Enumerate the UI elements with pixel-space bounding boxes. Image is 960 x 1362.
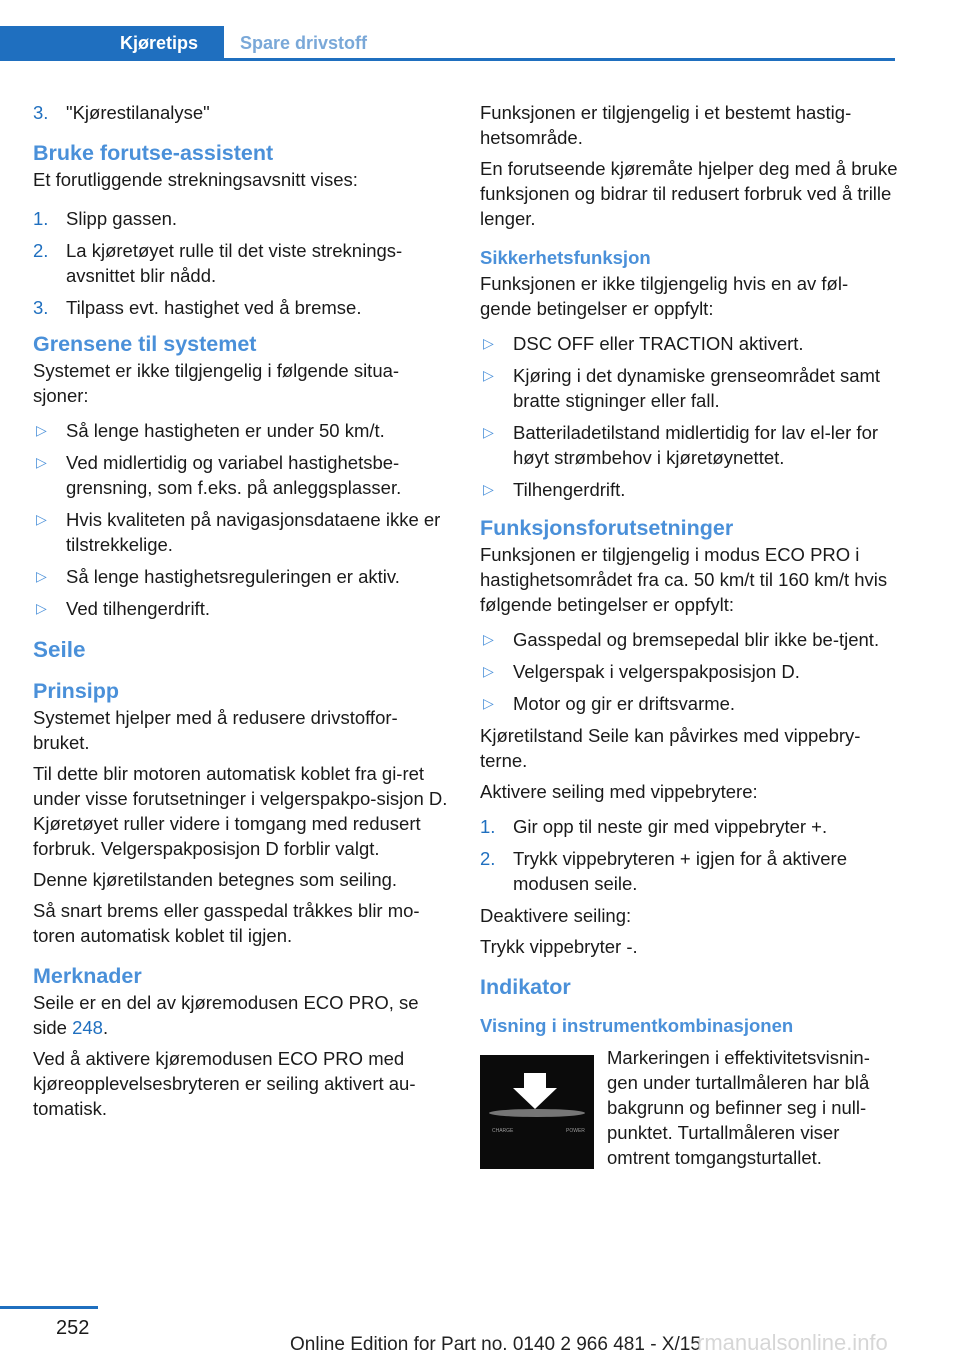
heading-merknader: Merknader: [33, 964, 142, 988]
list-text: Så lenge hastighetsreguleringen er aktiv.: [66, 566, 400, 587]
triangle-bullet-icon: ▷: [483, 424, 494, 440]
list-text: Så lenge hastigheten er under 50 km/t.: [66, 420, 385, 441]
power-label: POWER: [566, 1128, 585, 1134]
list-text: Tilpass evt. hastighet ved å bremse.: [66, 297, 362, 318]
bullet-item: [480, 477, 898, 502]
list-number: 3.: [33, 297, 49, 318]
list-text: Trykk vippebryteren + igjen for å aktivere modusen seile.: [513, 848, 848, 894]
bullet-item: [480, 363, 898, 413]
paragraph: Funksjonen er ikke tilgjengelig hvis en av føl-gende betingelser er oppfylt:: [480, 273, 849, 319]
list-number: 3.: [33, 102, 49, 123]
list-text: DSC OFF eller TRACTION aktivert.: [513, 333, 804, 354]
bullet-item: [480, 420, 898, 470]
triangle-bullet-icon: ▷: [483, 367, 494, 383]
watermark: rmanualsonline.info: [697, 1330, 888, 1355]
paragraph: [33, 990, 448, 1040]
list-number: 1.: [480, 816, 496, 837]
list-number: 2.: [33, 240, 49, 261]
list-text: Velgerspak i velgerspakposisjon D.: [513, 661, 800, 682]
bullet-item: [33, 450, 448, 500]
down-arrow-icon: [480, 1055, 594, 1169]
right-column: [480, 100, 898, 1170]
heading-seile: Seile: [33, 637, 86, 662]
header-rule: [0, 58, 895, 61]
triangle-bullet-icon: ▷: [36, 422, 47, 438]
paragraph: Et forutliggende strekningsavsnitt vises:: [33, 169, 358, 190]
list-text: Motor og gir er driftsvarme.: [513, 693, 736, 714]
bullet-item: [480, 659, 898, 684]
page-number: 252: [56, 1317, 90, 1339]
tab-spare-drivstoff: Spare drivstoff: [240, 33, 368, 53]
list-text: Hvis kvaliteten på navigasjonsdataene ikke er tilstrekkelige.: [66, 509, 441, 555]
heading-funksjonsforutsetninger: Funksjonsforutsetninger: [480, 516, 734, 540]
paragraph: Deaktivere seiling:: [480, 905, 632, 926]
heading-sikkerhetsfunksjon: Sikkerhetsfunksjon: [480, 247, 651, 268]
paragraph: Kjøretilstand Seile kan påvirkes med vippebry-terne.: [480, 725, 861, 771]
left-column: [33, 100, 448, 1127]
triangle-bullet-icon: ▷: [483, 481, 494, 497]
edition-text: Online Edition for Part no. 0140 2 966 481 - X/15: [290, 1334, 701, 1355]
list-item: [33, 100, 448, 125]
list-text: Tilhengerdrift.: [513, 479, 626, 500]
triangle-bullet-icon: ▷: [36, 511, 47, 527]
bullet-item: [33, 418, 448, 443]
bullet-item: [480, 627, 898, 652]
heading-forutse-assistent: Bruke forutse-assistent: [33, 141, 274, 165]
list-item: [33, 295, 448, 320]
paragraph: Trykk vippebryter -.: [480, 936, 638, 957]
page-link[interactable]: 248: [72, 1017, 103, 1038]
triangle-bullet-icon: ▷: [36, 454, 47, 470]
list-number: 2.: [480, 848, 496, 869]
paragraph: Til dette blir motoren automatisk koblet fra gi-ret under visse forutsetninger i velgerspakpo-sisjon D. Kjøretøyet ruller videre i tomgang med redusert forbruk. Velgerspakposisjon D forblir valgt.: [33, 763, 448, 859]
paragraph: En forutseende kjøremåte hjelper deg med å bruke funksjonen og bidrar til redusert forbruk ved å trille lenger.: [480, 158, 898, 229]
paragraph: Funksjonen er tilgjengelig i modus ECO PRO i hastighetsområdet fra ca. 50 km/t til 160 km/t hvis følgende betingelser er oppfylt:: [480, 544, 888, 615]
triangle-bullet-icon: ▷: [483, 663, 494, 679]
triangle-bullet-icon: ▷: [483, 335, 494, 351]
bullet-item: [33, 596, 448, 621]
list-text: Gasspedal og bremsepedal blir ikke be-tjent.: [513, 629, 880, 650]
triangle-bullet-icon: ▷: [483, 695, 494, 711]
bullet-item: [33, 564, 448, 589]
bullet-item: [480, 691, 898, 716]
list-text: Ved tilhengerdrift.: [66, 598, 210, 619]
list-text: La kjøretøyet rulle til det viste streknings-avsnittet blir nådd.: [66, 240, 403, 286]
list-item: [33, 206, 448, 231]
indicator-image: [480, 1055, 594, 1169]
triangle-bullet-icon: ▷: [483, 631, 494, 647]
list-item: [33, 238, 448, 288]
heading-prinsipp: Prinsipp: [33, 679, 120, 703]
paragraph: Funksjonen er tilgjengelig i et bestemt hastig-hetsområde.: [480, 102, 852, 148]
paragraph: Ved å aktivere kjøremodusen ECO PRO med kjøreopplevelsesbryteren er seiling aktivert au-tomatisk.: [33, 1048, 416, 1119]
list-text: Batteriladetilstand midlertidig for lav el-ler for høyt strømbehov i kjøretøynettet.: [513, 422, 879, 468]
list-text: Slipp gassen.: [66, 208, 178, 229]
triangle-bullet-icon: ▷: [36, 600, 47, 616]
tab-kjoretips: Kjøretips: [0, 26, 224, 61]
bullet-item: [33, 507, 448, 557]
bullet-item: [480, 331, 898, 356]
text: .: [102, 1017, 109, 1038]
list-text: Ved midlertidig og variabel hastighetsbe-grensning, som f.eks. på anleggsplasser.: [66, 452, 402, 498]
list-item: [480, 846, 898, 896]
heading-grensene: Grensene til systemet: [33, 332, 257, 356]
list-item: [480, 814, 898, 839]
list-text: Gir opp til neste gir med vippebryter +.: [513, 816, 828, 837]
heading-indikator: Indikator: [480, 975, 571, 999]
indicator-description: Markeringen i effektivitetsvisnin-gen under turtallmåleren har blå bakgrunn og befinner seg i null-punktet. Turtallmåleren viser omtrent tomgangsturtallet.: [607, 1047, 870, 1168]
paragraph: Denne kjøretilstanden betegnes som seiling.: [33, 869, 398, 890]
heading-visning: Visning i instrumentkombinasjonen: [480, 1015, 794, 1036]
paragraph: Så snart brems eller gasspedal tråkkes blir mo-toren automatisk koblet til igjen.: [33, 900, 420, 946]
text: Seile er en del av kjøremodusen ECO PRO, se side: [33, 992, 419, 1038]
list-text: "Kjørestilanalyse": [66, 102, 210, 123]
triangle-bullet-icon: ▷: [36, 568, 47, 584]
list-number: 1.: [33, 208, 49, 229]
indicator-section: [480, 1045, 898, 1170]
list-text: Kjøring i det dynamiske grenseområdet samt bratte stigninger eller fall.: [513, 365, 881, 411]
paragraph: Aktivere seiling med vippebrytere:: [480, 781, 758, 802]
paragraph: Systemet er ikke tilgjengelig i følgende situa-sjoner:: [33, 360, 400, 406]
charge-label: CHARGE: [492, 1128, 514, 1134]
footer-rule: [0, 1306, 98, 1309]
paragraph: Systemet hjelper med å redusere drivstoffor-bruket.: [33, 707, 398, 753]
